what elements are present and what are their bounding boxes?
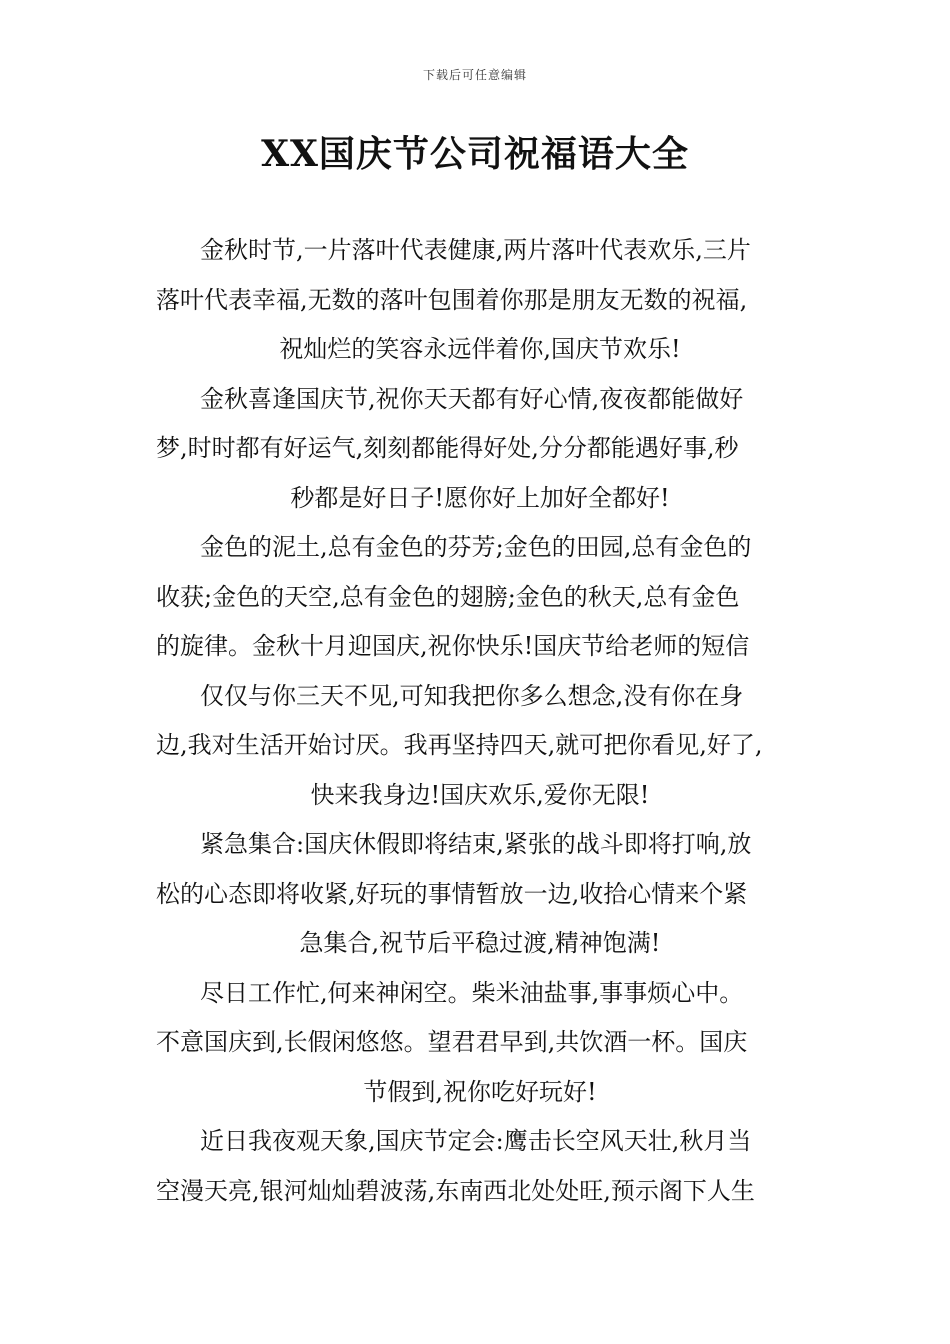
text-line: 梦,时时都有好运气,刻刻都能得好处,分分都能遇好事,秒 (156, 434, 739, 462)
body-text (150, 226, 810, 1216)
text-line: 不意国庆到,长假闲悠悠。望君君早到,共饮酒一杯。国庆 (156, 1028, 748, 1056)
text-line: 金秋喜逢国庆节,祝你天天都有好心情,夜夜都能做好 (200, 384, 744, 413)
text-line: 空漫天亮,银河灿灿碧波荡,东南西北处处旺,预示阁下人生 (156, 1176, 755, 1205)
header-note: 下载后可任意编辑 (422, 68, 527, 82)
text-line: 落叶代表幸福,无数的落叶包围着你那是朋友无数的祝福, (156, 285, 748, 314)
text-line: 边,我对生活开始讨厌。我再坚持四天,就可把你看见,好了, (156, 731, 763, 759)
text-line: 金色的泥土,总有金色的芬芳;金色的田园,总有金色的 (200, 533, 752, 561)
page-title: XX国庆节公司祝福语大全 (261, 133, 689, 175)
text-line: 快来我身边!国庆欢乐,爱你无限! (310, 780, 650, 809)
text-line: 节假到,祝你吃好玩好! (363, 1077, 597, 1106)
text-line: 秒都是好日子!愿你好上加好全都好! (290, 483, 670, 512)
text-line: 急集合,祝节后平稳过渡,精神饱满! (299, 929, 661, 957)
text-line: 收获;金色的天空,总有金色的翅膀;金色的秋天,总有金色 (156, 582, 740, 611)
text-line: 松的心态即将收紧,好玩的事情暂放一边,收拾心情来个紧 (156, 879, 748, 908)
text-line: 祝灿烂的笑容永远伴着你,国庆节欢乐! (279, 335, 681, 363)
text-line: 的旋律。金秋十月迎国庆,祝你快乐!国庆节给老师的短信 (156, 632, 750, 660)
text-line: 金秋时节,一片落叶代表健康,两片落叶代表欢乐,三片 (200, 236, 751, 264)
text-line: 近日我夜观天象,国庆节定会:鹰击长空风天壮,秋月当 (200, 1127, 752, 1155)
text-line: 紧急集合:国庆休假即将结束,紧张的战斗即将打响,放 (200, 830, 752, 858)
text-line: 仅仅与你三天不见,可知我把你多么想念,没有你在身 (200, 681, 744, 710)
text-line: 尽日工作忙,何来神闲空。柴米油盐事,事事烦心中。 (200, 978, 744, 1007)
